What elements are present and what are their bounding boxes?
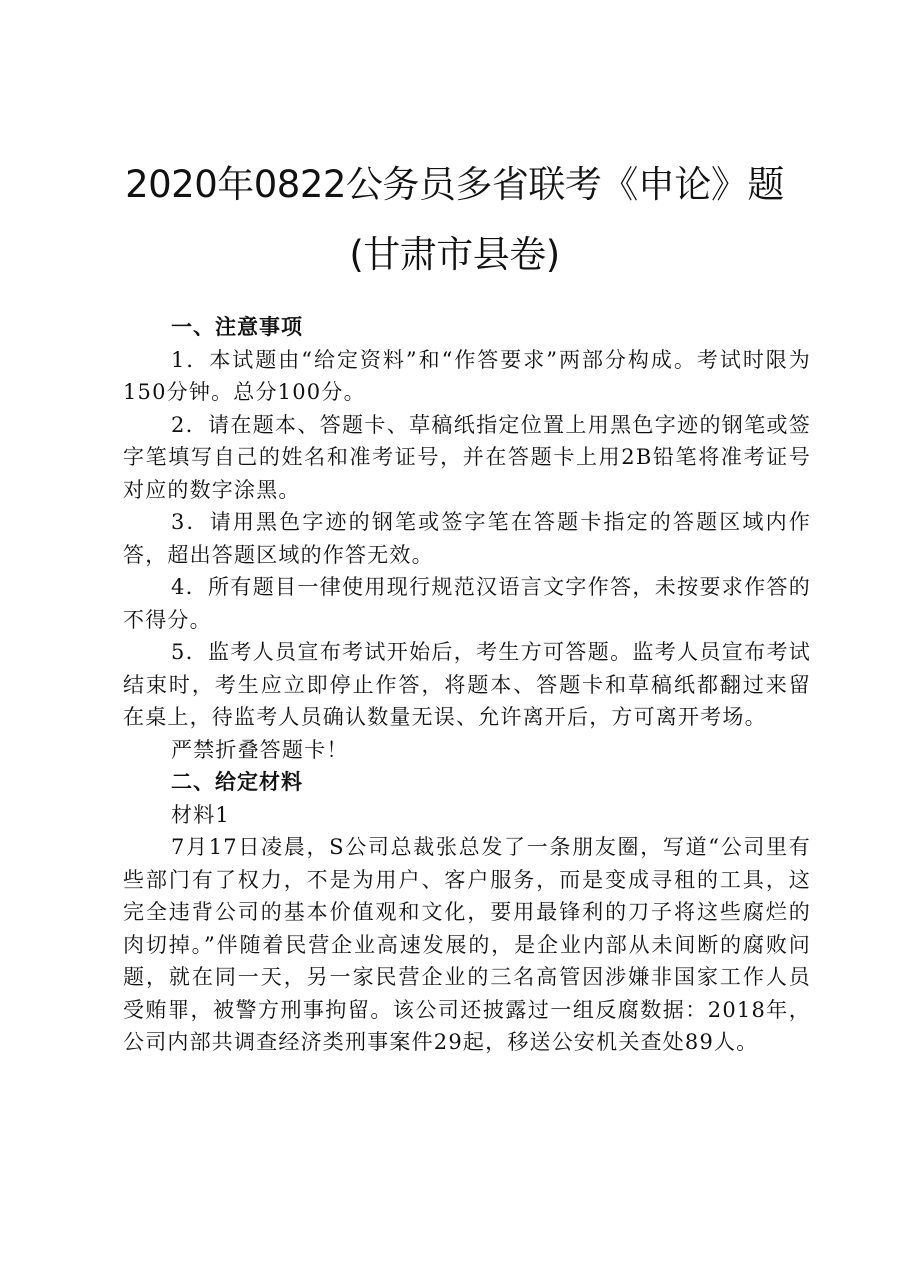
note-item-5: 5．监考人员宣布考试开始后，考生方可答题。监考人员宣布考试结束时，考生应立即停止作答，将题本、答题卡和草稿纸都翻过来留在桌上，待监考人员确认数量无误、允许离开后，方可离开考场。 [123,640,811,729]
warning-text: 严禁折叠答题卡！ [171,737,349,762]
document-body [123,311,811,1059]
section-heading-notes: 一、注意事项 [171,315,303,339]
document-subtitle: (甘肃市县卷) [349,233,560,276]
document-title: 2020年0822公务员多省联考《申论》题 [125,163,784,206]
material-label: 材料1 [171,802,230,827]
note-item-4: 4．所有题目一律使用现行规范汉语言文字作答，未按要求作答的不得分。 [123,575,811,632]
note-item-3: 3．请用黑色字迹的钢笔或签字笔在答题卡指定的答题区域内作答，超出答题区域的作答无效。 [123,510,811,567]
note-item-1: 1．本试题由“给定资料”和“作答要求”两部分构成。考试时限为150分钟。总分100分。 [123,347,811,404]
note-item-2: 2．请在题本、答题卡、草稿纸指定位置上用黑色字迹的钢笔或签字笔填写自己的姓名和准考证号，并在答题卡上用2B铅笔将准考证号对应的数字涂黑。 [123,412,811,502]
material-paragraph: 7月17日凌晨，S公司总裁张总发了一条朋友圈，写道“公司里有些部门有了权力，不是为用户、客户服务，而是变成寻租的工具，这完全违背公司的基本价值观和文化，要用最锋利的刀子将这些腐烂的肉切掉。”伴随着民营企业高速发展的，是企业内部从未间断的腐败问题，就在同一天，另一家民营企业的三名高管因涉嫌非国家工作人员受贿罪，被警方刑事拘留。该公司还披露过一组反腐数据：2018年，公司内部共调查经济类刑事案件29起，移送公安机关查处89人。 [123,835,811,1054]
section-heading-materials: 二、给定材料 [171,770,303,794]
